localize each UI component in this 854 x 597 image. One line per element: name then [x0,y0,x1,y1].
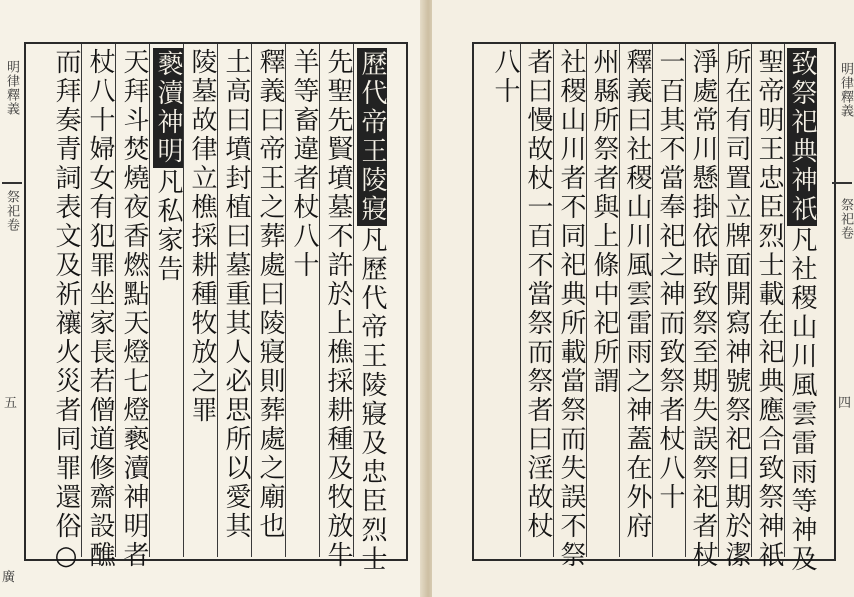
text-column [118,48,150,570]
left-page [0,0,424,597]
text-column [489,48,521,106]
column-rule [81,44,82,557]
column-text: 天拜斗焚燒夜香燃點天燈七燈褻瀆神明者 [119,48,149,570]
column-rule [586,44,587,557]
column-text: 杖八十婦女有犯罪坐家長若僧道修齋設醮 [85,48,115,570]
text-column [621,48,653,541]
section-heading: 褻瀆神明 [153,50,183,166]
column-rule [353,44,354,557]
text-column [186,48,218,425]
column-text: 凡歷代帝王陵寢及忠臣烈士 [357,226,387,574]
text-column [555,48,587,570]
column-text: 者曰慢故杖一百不當祭而祭者曰淫故杖 [523,48,553,541]
right-margin-number: 四 [838,396,852,411]
text-column [687,48,719,570]
right-page [432,0,854,597]
column-rule [652,44,653,557]
column-rule [619,44,620,557]
right-margin-volume: 祭祀卷 [838,198,853,240]
column-text: 羊等畜違者杖八十 [289,48,319,280]
column-text: 州縣所祭者與上條中祀所謂 [589,48,619,396]
column-text: 釋義曰帝王之葬處曰陵寢則葬處之廟也 [255,48,285,541]
column-rule [251,44,252,557]
column-text: 社稷山川者不同祀典所載當祭而失誤不祭 [556,48,586,570]
text-column [322,48,354,570]
left-margin-mark: 廣 [2,570,16,585]
column-text: 而拜奏青詞表文及祈禳火災者同罪還俗○ [51,48,81,574]
section-heading: 致祭祀典神祇 [787,50,817,224]
right-margin-title: 明律釋義 [838,62,853,118]
column-text: 土高曰墳封植曰墓重其人必思所以愛其 [221,48,251,541]
text-column [50,48,82,574]
section-heading: 歷代帝王陵寢 [357,50,387,224]
left-margin-title: 明律釋義 [4,60,19,116]
text-column [84,48,116,570]
column-rule [718,44,719,557]
text-column [753,48,785,570]
left-margin-number: 五 [4,396,18,411]
text-column [220,48,252,541]
text-column [786,48,818,574]
column-text: 凡社稷山川風雲雷雨等神及 [787,226,817,574]
column-rule [751,44,752,557]
column-text: 聖帝明王忠臣烈士載在祀典應合致祭神祇 [754,48,784,570]
text-column [654,48,686,512]
text-column [522,48,554,541]
column-rule [784,44,785,557]
text-column [254,48,286,541]
column-rule [520,44,521,557]
left-fold-mark [2,182,22,184]
text-column [288,48,320,280]
column-rule [319,44,320,557]
column-text: 所在有司置立牌面開寫神號祭祀日期於潔 [721,48,751,570]
text-column [356,48,388,574]
column-text: 八十 [490,48,520,106]
column-text: 一百其不當奉祀之神而致祭者杖八十 [655,48,685,512]
column-text: 先聖先賢墳墓不許於上樵採耕種及牧放牛 [323,48,353,570]
column-rule [217,44,218,557]
text-column [720,48,752,570]
column-rule [183,44,184,557]
text-column [152,48,184,284]
column-rule [149,44,150,557]
text-column [588,48,620,396]
column-rule [115,44,116,557]
column-text: 凡私家告 [153,168,183,284]
column-rule [285,44,286,557]
column-rule [553,44,554,557]
left-margin-volume: 祭祀卷 [4,190,19,232]
column-rule [685,44,686,557]
right-fold-mark [832,182,852,184]
column-text: 釋義曰社稷山川風雲雷雨之神蓋在外府 [622,48,652,541]
column-text: 淨處常川懸掛依時致祭至期失誤祭祀者杖 [688,48,718,570]
column-text: 陵墓故律立樵採耕種牧放之罪 [187,48,217,425]
